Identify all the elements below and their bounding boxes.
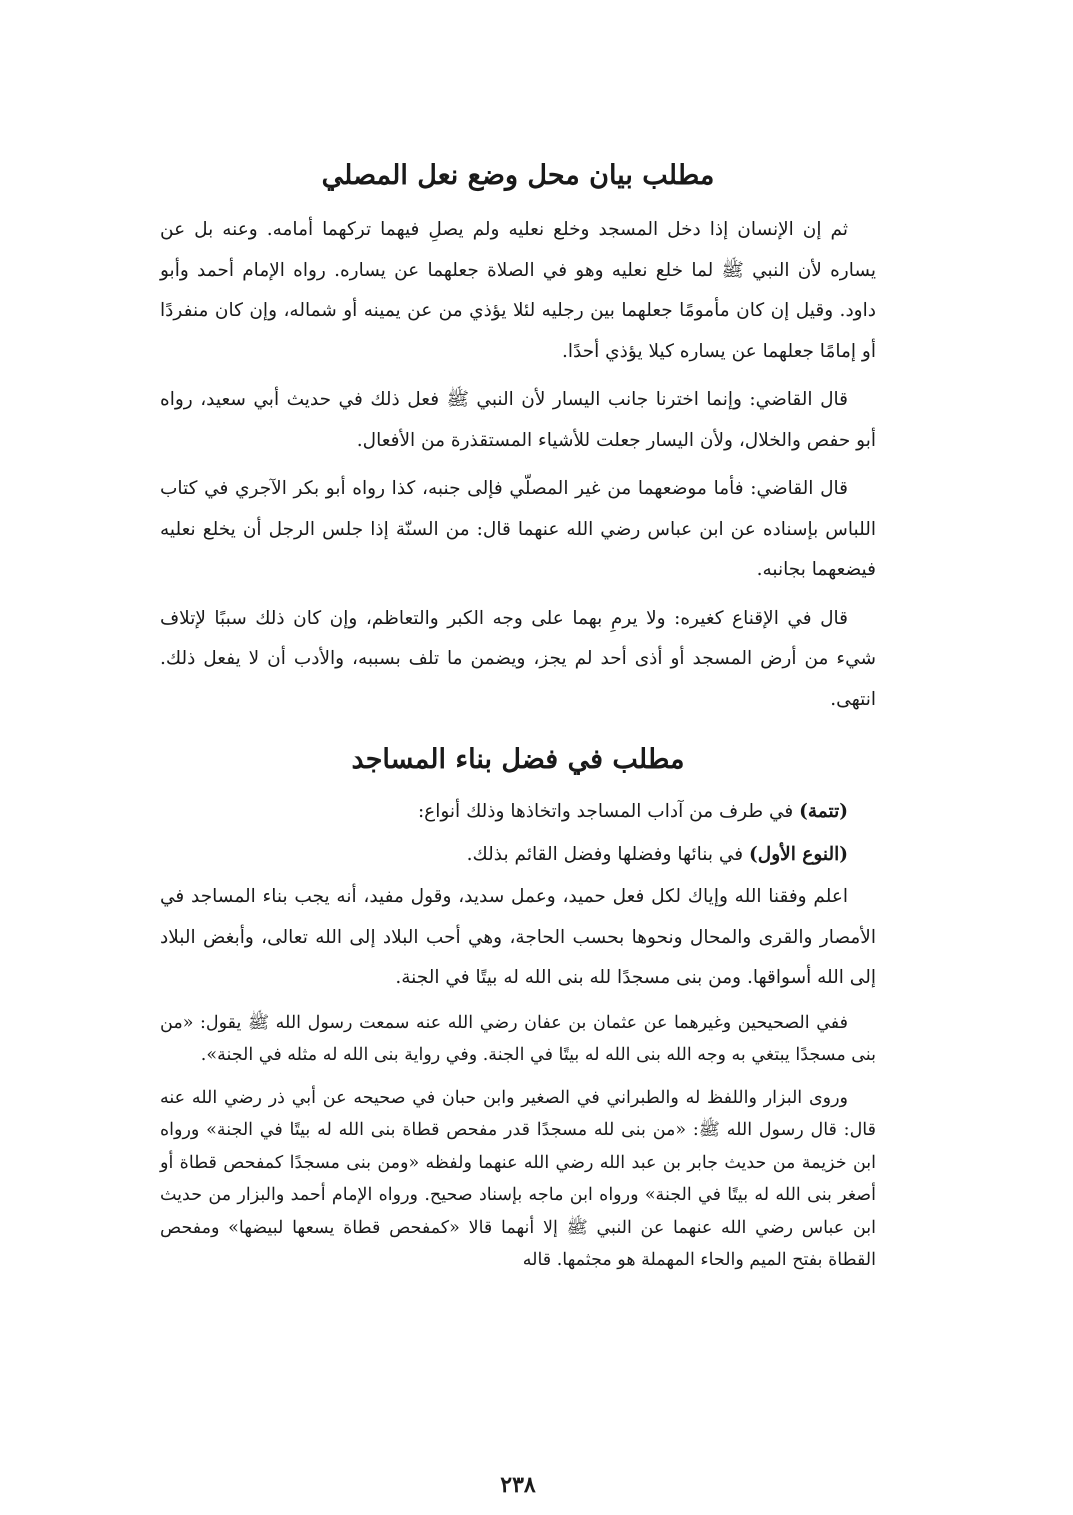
paragraph: قال في الإقناع كغيره: ولا يرمِ بهما على وجه الكبر والتعاظم، وإن كان ذلك سببًا لإتلاف شيء من أرض المسجد أو أذى أحد لم يجز، ويضمن ما تلف بسببه، والأدب أن لا يفعل ذلك. انتهى. [160, 607, 876, 710]
section-heading-mosque-building: مطلب في فضل بناء المساجد [351, 744, 685, 775]
note-text: في طرف من آداب المساجد واتخاذها وذلك أنواع: [417, 801, 800, 822]
page-number: ٢٣٨ [500, 1472, 536, 1498]
note-line [160, 835, 876, 876]
paragraph: ففي الصحيحين وغيرهما عن عثمان بن عفان رضي الله عنه سمعت رسول الله ﷺ يقول: «من بنى مسجدًا يبتغي به وجه الله بنى الله له بيتًا في الجنة. وفي رواية بنى الله له مثله في الجنة». [160, 1012, 876, 1065]
paragraph: اعلم وفقنا الله وإياك لكل فعل حميد، وعمل سديد، وقول مفيد، أنه يجب بناء المساجد في الأمصار والقرى والمحال ونحوها بحسب الحاجة، وهي أحب البلاد إلى الله تعالى، وأبغض البلاد إلى الله أسواقها. ومن بنى مسجدًا لله بنى الله له بيتًا في الجنة. [160, 886, 876, 988]
paragraph: قال القاضي: وإنما اخترنا جانب اليسار لأن النبي ﷺ فعل ذلك في حديث أبي سعيد، رواه أبو حفص والخلال، ولأن اليسار جعلت للأشياء المستقذرة من الأفعال. [160, 389, 876, 451]
paragraph: قال القاضي: فأما موضعهما من غير المصلّي فإلى جنبه، كذا رواه أبو بكر الآجري في كتاب اللباس بإسناده عن ابن عباس رضي الله عنهما قال: من السنّة إذا جلس الرجل أن يخلع نعليه فيضعهما بجانبه. [160, 478, 876, 580]
page-body [160, 150, 877, 1498]
note-line [160, 792, 876, 833]
section-heading-shoe-placement: مطلب بيان محل وضع نعل المصلي [321, 160, 715, 191]
note-label: (تتمة) [799, 801, 848, 822]
note-text: في بنائها وفضلها وفضل القائم بذلك. [466, 843, 750, 865]
paragraph: ثم إن الإنسان إذا دخل المسجد وخلع نعليه ولم يصلِ فيهما تركهما أمامه. وعنه بل عن يساره لأن النبي ﷺ لما خلع نعليه وهو في الصلاة جعلهما عن يساره. رواه الإمام أحمد وأبو داود. وقيل إن كان مأمومًا جعلهما بين رجليه لئلا يؤذي من عن يمينه أو شماله، وإن كان منفردًا أو إمامًا جعلهما عن يساره كيلا يؤذي أحدًا. [160, 219, 876, 362]
paragraph: وروى البزار واللفظ له والطبراني في الصغير وابن حبان في صحيحه عن أبي ذر رضي الله عنه قال: قال رسول الله ﷺ: «من بنى لله مسجدًا قدر مفحص قطاة بنى الله له بيتًا في الجنة» ورواه ابن خزيمة من حديث جابر بن عبد الله رضي الله عنهما ولفظه «ومن بنى مسجدًا كمفحص قطاة أو أصغر بنى الله له بيتًا في الجنة» ورواه ابن ماجه بإسناد صحيح. ورواه الإمام أحمد والبزار من حديث ابن عباس رضي الله عنهما عن النبي ﷺ إلا أنهما قالا «كمفحص قطاة يسعها لبيضها» ومفحص القطاة بفتح الميم والحاء المهملة هو مجثمها. قاله [160, 1087, 877, 1270]
note-label: (النوع الأول) [749, 843, 848, 865]
